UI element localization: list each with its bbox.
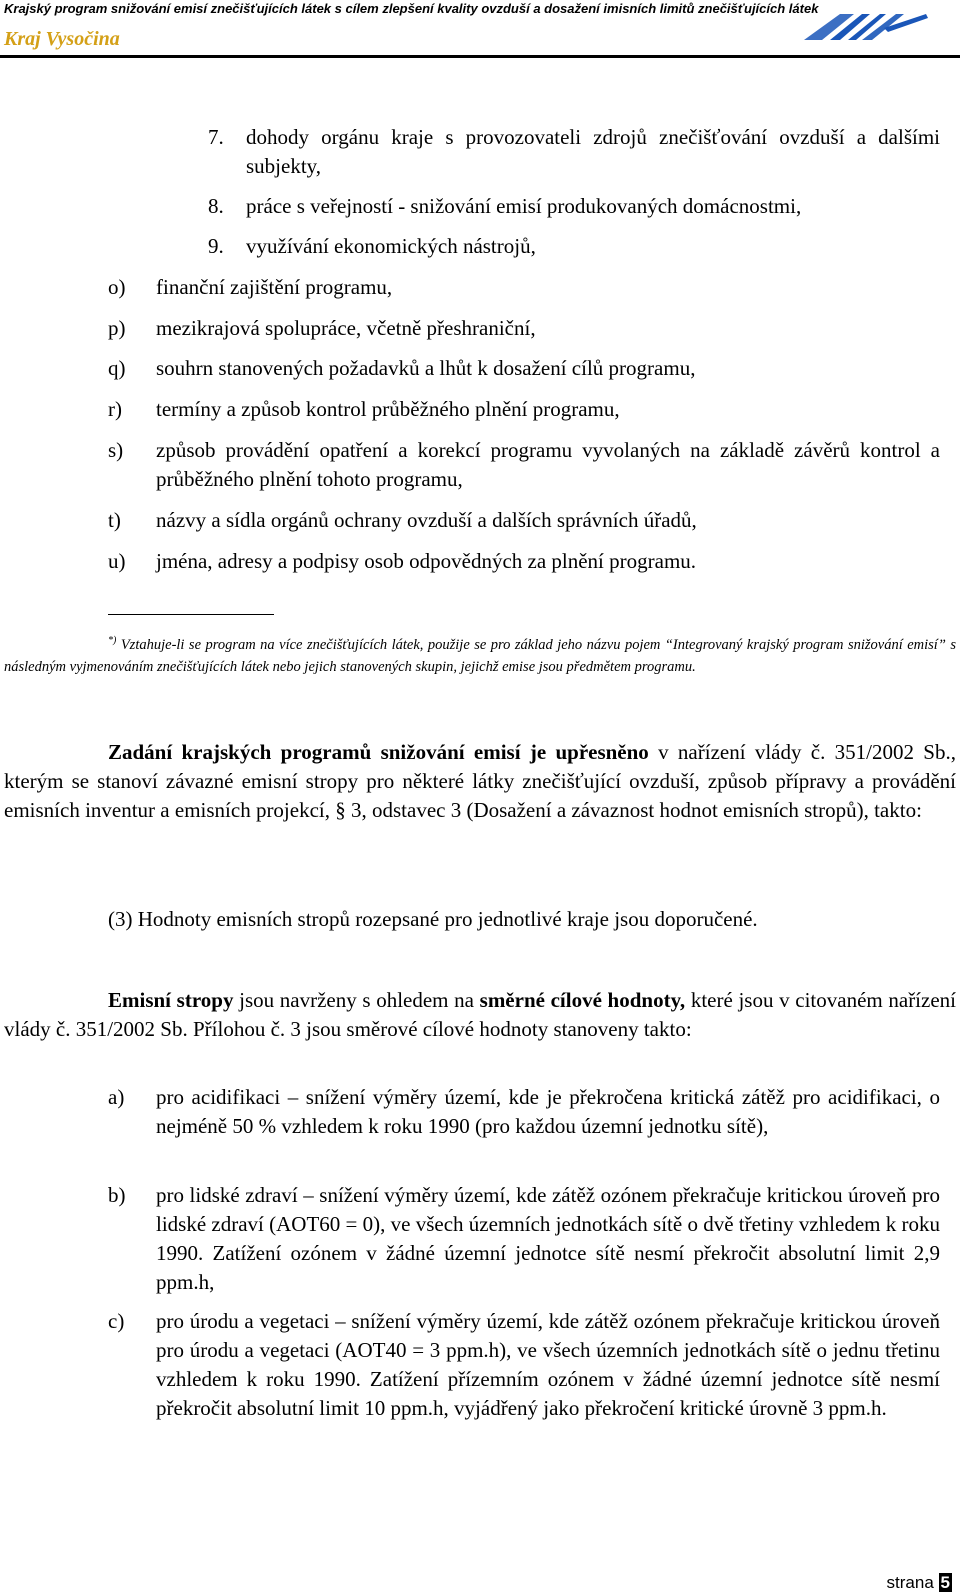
list-item-q-text: souhrn stanovených požadavků a lhůt k dosažení cílů programu, <box>156 356 696 380</box>
list-item-u-letter: u) <box>108 549 126 573</box>
list-item-u-text: jména, adresy a podpisy osob odpovědných za plnění programu. <box>156 549 697 573</box>
numbered-item-8-num: 8. <box>208 194 224 218</box>
list-item-r-letter: r) <box>108 397 122 421</box>
numbered-item-9-num: 9. <box>208 234 224 258</box>
list-item-o-text: finanční zajištění programu, <box>156 275 393 299</box>
paragraph-emission-caps <box>4 986 956 1044</box>
emission-caps-bold: Emisní stropy <box>108 988 234 1012</box>
page-footer <box>887 1573 952 1593</box>
page-number: 5 <box>940 1573 950 1592</box>
list-item-q-letter: q) <box>108 356 126 380</box>
target-c-text: pro úrodu a vegetaci – snížení výměry území, kde zátěž ozónem překračuje kritickou úroveň pro úrodu a vegetaci (AOT40 = 3 ppm.h), ve všech územních jednotkách sítě o jednu třetinu vzhledem k roku 1990. Zatížení přízemním ozónem v žádné územní jednotce sítě nesmí překročit absolutní limit 10 ppm.h, vyjádřený jako překročení kritické úrovně 3 ppm.h. <box>156 1309 940 1420</box>
target-a-text: pro acidifikaci – snížení výměry území, kde je překročena kritická zátěž pro acidifikaci, o nejméně 50 % vzhledem k roku 1990 (pro každou územní jednotku sítě), <box>156 1085 940 1138</box>
target-a-letter: a) <box>108 1085 125 1109</box>
target-c-letter: c) <box>108 1309 125 1333</box>
footnote-rule <box>108 614 274 615</box>
numbered-item-7-num: 7. <box>208 125 224 149</box>
numbered-item-9-text: využívání ekonomických nástrojů, <box>246 234 536 258</box>
list-item-o-letter: o) <box>108 275 126 299</box>
regulation-quote: (3) Hodnoty emisních stropů rozepsané pro jednotlivé kraje jsou doporučené. <box>108 907 758 931</box>
list-item-s-letter: s) <box>108 438 124 462</box>
emission-caps-text: které jsou v citovaném nařízení vlády č. 351/2002 Sb. Přílohou č. 3 jsou směrové cílové hodnoty stanoveny takto: <box>4 988 956 1041</box>
target-values-bold: směrné cílové hodnoty, <box>479 988 686 1012</box>
numbered-item-7-text: dohody orgánu kraje s provozovateli zdrojů znečišťování ovzduší a dalšími subjekty, <box>246 125 940 178</box>
list-item-s-text: způsob provádění opatření a korekcí programu vyvolaných na základě závěrů kontrol a průběžného plnění tohoto programu, <box>156 438 940 491</box>
footnote-mark: *) <box>108 635 117 646</box>
footnote-text: Vztahuje-li se program na více znečišťujících látek, použije se pro základ jeho názvu pojem “Integrovaný krajský program snižování emisí” s následným vyjmenováním znečišťujících látek nebo jejich stanovených skupin, jejichž emise jsou předmětem programu. <box>4 636 957 675</box>
numbered-item-8-text: práce s veřejností - snižování emisí produkovaných domácnostmi, <box>246 194 802 218</box>
list-item-p-text: mezikrajová spolupráce, včetně přeshraniční, <box>156 316 536 340</box>
target-b-text: pro lidské zdraví – snížení výměry území, kde zátěž ozónem překračuje kritickou úroveň pro lidské zdraví (AOT60 = 0), ve všech územních jednotkách sítě o dvě třetiny vzhledem k roku 1990. Zatížení ozónem v žádné územní jednotce sítě nesmí překročit absolutní limit 2,9 ppm.h, <box>156 1183 940 1294</box>
header-rule <box>0 55 960 58</box>
header-title: Krajský program snižování emisí znečišťujících látek s cílem zlepšení kvality ovzduší a dosažení imisních limitů znečišťujících látek <box>4 1 819 16</box>
paragraph-regulation-text: v nařízení vlády č. 351/2002 Sb., kterým se stanoví závazné emisní stropy pro některé látky znečišťující ovzduší, způsob přípravy a provádění emisních inventur a emisních projekcí, § 3, odstavec 3 (Dosažení a závaznost hodnot emisních stropů), takto: <box>4 740 956 822</box>
dhv-logo <box>800 6 930 48</box>
list-item-r-text: termíny a způsob kontrol průběžného plnění programu, <box>156 397 620 421</box>
emission-caps-mid: jsou navrženy s ohledem na <box>233 988 480 1012</box>
list-item-t-letter: t) <box>108 508 121 532</box>
footnote <box>4 630 956 678</box>
paragraph-regulation-bold: Zadání krajských programů snižování emisí je upřesněno <box>108 740 649 764</box>
target-b-letter: b) <box>108 1183 126 1207</box>
footer-label: strana <box>886 1573 934 1592</box>
header-region: Kraj Vysočina <box>4 28 120 50</box>
list-item-t-text: názvy a sídla orgánů ochrany ovzduší a dalších správních úřadů, <box>156 508 697 532</box>
paragraph-regulation <box>4 738 956 825</box>
list-item-p-letter: p) <box>108 316 126 340</box>
